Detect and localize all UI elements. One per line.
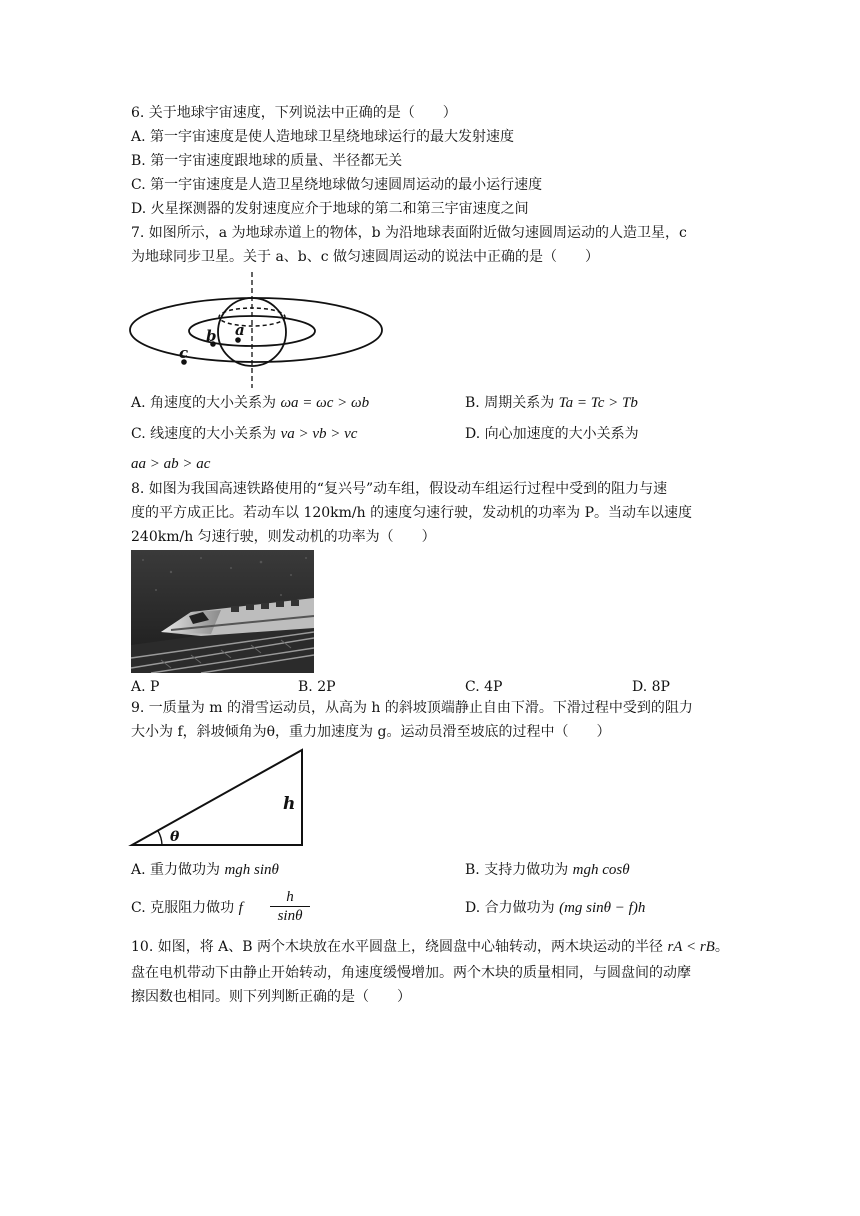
q7-option-a (131, 393, 369, 413)
q7-option-c-text: C. 线速度的大小关系为 (131, 426, 277, 442)
q10-stem-line2: 盘在电机带动下由静止开始转动，角速度缓慢增加。两个木块的质量相同，与圆盘间的动摩 (131, 965, 691, 981)
q9-option-a-text: A. 重力做功为 (131, 862, 221, 878)
q8-stem-line1: 8. 如图为我国高速铁路使用的“复兴号”动车组，假设动车组运行过程中受到的阻力与速 (131, 481, 668, 497)
q7-option-b (465, 393, 638, 413)
q8-option-b: B. 2P (298, 679, 336, 695)
fraction-denominator: sinθ (277, 908, 303, 924)
q9-stem-line1: 9. 一质量为 m 的滑雪运动员，从高为 h 的斜坡顶端静止自由下滑。下滑过程中受到的阻力 (131, 700, 693, 716)
label-h: h (283, 794, 296, 814)
q6-option-c: C. 第一宇宙速度是人造卫星绕地球做匀速圆周运动的最小运行速度 (131, 177, 543, 193)
q7-option-d: D. 向心加速度的大小关系为 (465, 426, 639, 442)
q10-stem-line1-math: rA < rB (667, 939, 715, 955)
q9-option-b (465, 860, 630, 880)
q9-slope-figure (128, 747, 308, 849)
q8-option-a: A. P (131, 679, 160, 695)
q7-stem-line1: 7. 如图所示，a 为地球赤道上的物体，b 为沿地球表面附近做匀速圆周运动的人造卫星，c (131, 225, 687, 241)
q9-option-c-f: f (238, 900, 243, 916)
q9-option-d (465, 898, 645, 918)
label-c: c (179, 344, 189, 362)
q7-option-d-math (131, 454, 210, 474)
q6-option-b: B. 第一宇宙速度跟地球的质量、半径都无关 (131, 153, 403, 169)
q9-stem-line2: 大小为 f，斜坡倾角为θ，重力加速度为 g。运动员滑至坡底的过程中（ ） (131, 724, 611, 740)
q8-stem-line2: 度的平方成正比。若动车以 120km/h 的速度匀速行驶，发动机的功率为 P。当动车以速度 (131, 505, 692, 521)
q7-option-a-text: A. 角速度的大小关系为 (131, 395, 277, 411)
q9-option-c (131, 898, 243, 918)
q6-stem: 6. 关于地球宇宙速度，下列说法中正确的是（ ） (131, 105, 457, 121)
q6-option-a: A. 第一宇宙速度是使人造地球卫星绕地球运行的最大发射速度 (131, 129, 515, 145)
q10-stem-line3: 擦因数也相同。则下列判断正确的是（ ） (131, 989, 411, 1005)
q7-option-c-math: va > vb > vc (280, 426, 358, 442)
label-theta: θ (170, 829, 180, 845)
fraction-numerator: h (270, 888, 310, 907)
q8-option-c: C. 4P (465, 679, 503, 695)
train-photo (131, 550, 314, 673)
q9-option-d-text: D. 合力做功为 (465, 900, 555, 916)
q9-option-c-text: C. 克服阻力做功 (131, 900, 235, 916)
q8-stem-line3: 240km/h 匀速行驶，则发动机的功率为（ ） (131, 529, 436, 545)
q9-option-c-fraction (270, 888, 310, 925)
angle-arc (158, 831, 162, 845)
label-a: a (235, 321, 245, 339)
q9-option-a-math: mgh sinθ (224, 862, 279, 878)
label-b: b (206, 327, 217, 345)
orbit-c (130, 298, 382, 362)
q9-option-a (131, 860, 279, 880)
q10-stem-line1 (131, 937, 729, 957)
q7-option-b-text: B. 周期关系为 (465, 395, 555, 411)
q7-option-a-math: ωa = ωc > ωb (280, 395, 370, 411)
q9-option-b-math: mgh cosθ (572, 862, 630, 878)
q7-option-d-math-text: aa > ab > ac (131, 456, 211, 472)
q7-option-c (131, 424, 357, 444)
q7-stem-line2: 为地球同步卫星。关于 a、b、c 做匀速圆周运动的说法中正确的是（ ） (131, 249, 600, 265)
q9-option-d-math: (mg sinθ − f)h (559, 900, 646, 916)
q7-orbit-figure (128, 270, 390, 392)
q10-stem-line1-end: 。 (714, 939, 729, 955)
q6-option-d: D. 火星探测器的发射速度应介于地球的第二和第三宇宙速度之间 (131, 201, 529, 217)
q7-option-b-math: Ta = Tc > Tb (558, 395, 638, 411)
q10-stem-line1-text: 10. 如图，将 A、B 两个木块放在水平圆盘上，绕圆盘中心轴转动，两木块运动的半径 (131, 939, 664, 955)
q8-option-d: D. 8P (632, 679, 670, 695)
q9-option-b-text: B. 支持力做功为 (465, 862, 569, 878)
slope-triangle (132, 750, 302, 845)
